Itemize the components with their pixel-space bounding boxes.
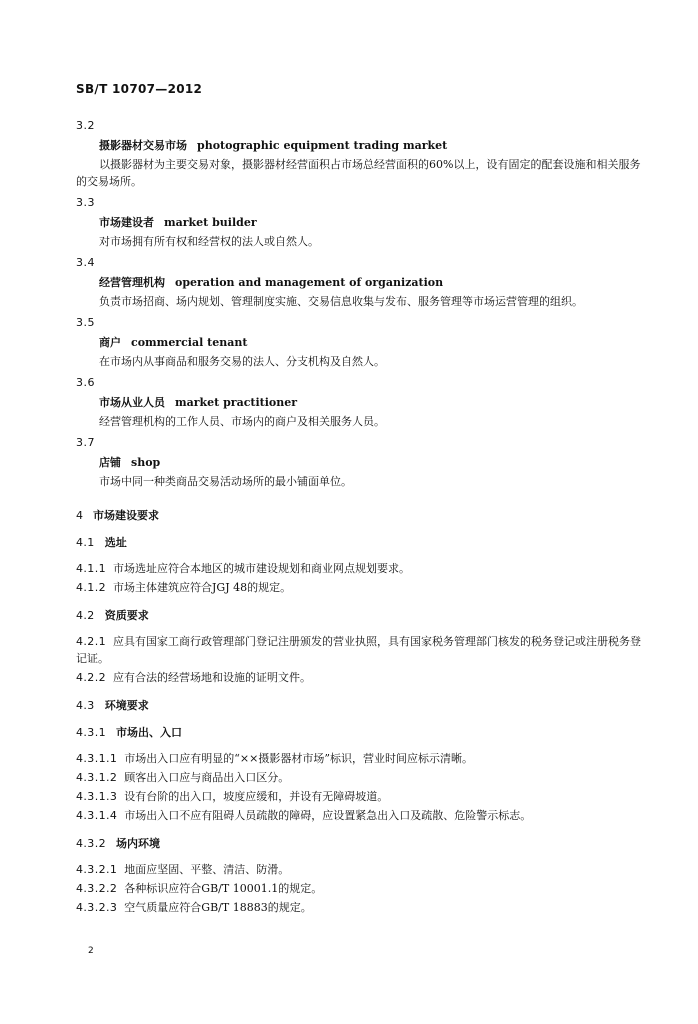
clause (76, 880, 648, 897)
clause-text: 应具有国家工商行政管理部门登记注册颁发的营业执照，具有国家税务管理部门核发的税务登记或注册税务登记证。 (76, 635, 641, 665)
subsection-title: 资质要求 (104, 609, 149, 622)
term-number: 3.7 (76, 436, 95, 449)
page-number: 2 (88, 946, 94, 956)
term-definition: 在市场内从事商品和服务交易的法人、分支机构及自然人。 (99, 355, 385, 368)
clause-text: 市场主体建筑应符合JGJ 48的规定。 (113, 581, 292, 594)
section-heading (76, 508, 648, 523)
subsection-title: 选址 (104, 536, 127, 549)
term-number: 3.5 (76, 316, 95, 329)
clause-number: 4.1.1 (76, 562, 106, 575)
clause (76, 560, 648, 577)
clause (76, 788, 648, 805)
term-english: operation and management of organization (175, 276, 444, 289)
term-definition: 以摄影器材为主要交易对象，摄影器材经营面积占市场总经营面积的60%以上，设有固定的配套设施和相关服务的交易场所。 (76, 158, 641, 188)
clause (76, 861, 648, 878)
clause (76, 750, 648, 767)
term-definition: 对市场拥有所有权和经营权的法人或自然人。 (99, 235, 319, 248)
term-number: 3.3 (76, 196, 95, 209)
clause-text: 应有合法的经营场地和设施的证明文件。 (113, 671, 311, 684)
clause-text: 设有台阶的出入口，坡度应缓和，并设有无障碍坡道。 (124, 790, 389, 803)
term-chinese: 市场建设者 (99, 216, 154, 229)
clause (76, 633, 648, 667)
clause-number: 4.3.2.3 (76, 901, 118, 914)
clause-number: 4.3.1.1 (76, 752, 118, 765)
subsubsection-heading (76, 836, 648, 851)
term-english: shop (131, 456, 161, 469)
subsubsection-number: 4.3.2 (76, 837, 106, 850)
clause-text: 各种标识应符合GB/T 10001.1的规定。 (124, 882, 323, 895)
section-number: 4 (76, 509, 83, 522)
clause-number: 4.2.2 (76, 671, 106, 684)
term-entry (76, 118, 648, 190)
subsubsection-heading (76, 725, 648, 740)
clause-text: 顾客出入口应与商品出入口区分。 (124, 771, 290, 784)
term-chinese: 商户 (99, 336, 121, 349)
subsubsection-title: 市场出、入口 (116, 726, 182, 739)
clause (76, 807, 648, 824)
clause (76, 579, 648, 596)
clause (76, 669, 648, 686)
subsection-number: 4.1 (76, 536, 95, 549)
term-number: 3.4 (76, 256, 95, 269)
subsection-heading (76, 535, 648, 550)
subsection-number: 4.2 (76, 609, 95, 622)
clause-text: 市场出入口应有明显的“××摄影器材市场”标识，营业时间应标示清晰。 (124, 752, 473, 765)
subsection-number: 4.3 (76, 699, 95, 712)
term-entry (76, 435, 648, 490)
term-english: market practitioner (175, 396, 298, 409)
clause-number: 4.2.1 (76, 635, 106, 648)
clause-text: 市场出入口不应有阻碍人员疏散的障碍，应设置紧急出入口及疏散、危险警示标志。 (124, 809, 532, 822)
clause-number: 4.3.1.3 (76, 790, 118, 803)
term-chinese: 经营管理机构 (99, 276, 165, 289)
clause-number: 4.3.2.2 (76, 882, 118, 895)
term-english: commercial tenant (131, 336, 248, 349)
clause-number: 4.3.2.1 (76, 863, 118, 876)
term-chinese: 摄影器材交易市场 (99, 139, 187, 152)
term-definition: 负责市场招商、场内规划、管理制度实施、交易信息收集与发布、服务管理等市场运营管理的组织。 (99, 295, 583, 308)
term-definition: 市场中同一种类商品交易活动场所的最小铺面单位。 (99, 475, 352, 488)
subsubsection-title: 场内环境 (116, 837, 160, 850)
term-number: 3.2 (76, 119, 95, 132)
term-number: 3.6 (76, 376, 95, 389)
section-title: 市场建设要求 (93, 509, 159, 522)
document-body (76, 118, 648, 918)
document-code-header: SB/T 10707—2012 (76, 82, 203, 96)
term-chinese: 店铺 (99, 456, 121, 469)
term-english: photographic equipment trading market (197, 139, 448, 152)
clause (76, 899, 648, 916)
clause-number: 4.3.1.4 (76, 809, 118, 822)
clause-number: 4.1.2 (76, 581, 106, 594)
subsection-title: 环境要求 (104, 699, 149, 712)
clause-text: 市场选址应符合本地区的城市建设规划和商业网点规划要求。 (113, 562, 410, 575)
subsection-heading (76, 608, 648, 623)
term-english: market builder (164, 216, 257, 229)
subsection-heading (76, 698, 648, 713)
term-entry (76, 195, 648, 250)
term-entry (76, 315, 648, 370)
clause-text: 地面应坚固、平整、清洁、防滑。 (124, 863, 290, 876)
term-entry (76, 375, 648, 430)
clause-text: 空气质量应符合GB/T 18883的规定。 (124, 901, 312, 914)
clause (76, 769, 648, 786)
term-definition: 经营管理机构的工作人员、市场内的商户及相关服务人员。 (99, 415, 385, 428)
term-entry (76, 255, 648, 310)
clause-number: 4.3.1.2 (76, 771, 118, 784)
term-chinese: 市场从业人员 (99, 396, 165, 409)
subsubsection-number: 4.3.1 (76, 726, 106, 739)
